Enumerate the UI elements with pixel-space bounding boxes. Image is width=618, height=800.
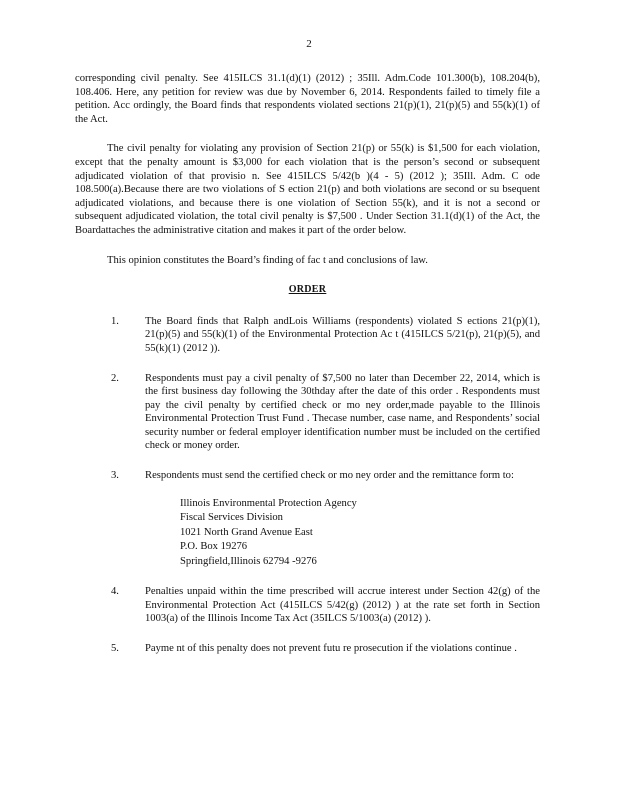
address-line: 1021 North Grand Avenue East [180, 526, 313, 538]
order-item-number: 2. [111, 372, 119, 384]
order-item-text: Respondents must pay a civil penalty of $7,500 no later than December 22, 2014, which is the first business day following the 30thday after the date of this order . Respondents must pay the civil penalty by certified check or mo ney order,made payable to the Illinois Environmental Protection Trust Fund . Thecase number, case name, and Respondents’ social security number or federal employer identification number must be included on the certified check or money order. [145, 372, 540, 452]
order-item-text: Payme nt of this penalty does not prevent futu re prosecution if the violations continue . [145, 642, 517, 654]
paragraph-opinion-statement: This opinion constitutes the Board’s finding of fac t and conclusions of law. [107, 254, 428, 266]
order-item-text: Respondents must send the certified check or mo ney order and the remittance form to: [145, 470, 514, 482]
order-item-3 [75, 469, 540, 569]
paragraph-civil-penalty: The civil penalty for violating any provision of Section 21(p) or 55(k) is $1,500 for each violation, except that the penalty amount is $3,000 for each violation that is the person’s second or subsequent adjudicated violation of that provisio n. See 415ILCS 5/42(b )(4 - 5) (2012 ); 35Ill. Adm. C ode 108.500(a).Because there are two violations of S ection 21(p) and both violations are second or su bsequent adjudicated violations, and because there is one violation of Section 55(k), and it is not a second or subsequent adjudicated violation, the total civil penalty is $7,500 . Under Section 31.1(d)(1) of the Act, the Boardattaches the administrative citation and makes it part of the order below. [75, 143, 540, 236]
order-item-text: The Board finds that Ralph andLois Williams (respondents) violated S ections 21(p)(1), 21(p)(5) and 55(k)(1) of the Environmental Protection Ac t (415ILCS 5/21(p), 21(p)(5), and 55(k)(1) (2012 )). [145, 315, 540, 354]
address-line: Fiscal Services Division [180, 512, 283, 524]
order-item-number: 4. [111, 586, 119, 598]
address-line: Illinois Environmental Protection Agency [180, 497, 357, 509]
order-item-1 [75, 315, 540, 356]
address-line: P.O. Box 19276 [180, 541, 248, 553]
document-body [75, 72, 540, 672]
remittance-address [180, 497, 540, 570]
order-item-number: 3. [111, 470, 119, 482]
page-number: 2 [306, 38, 312, 50]
order-item-2 [75, 372, 540, 454]
address-line: Springfield,Illinois 62794 -9276 [180, 555, 317, 567]
order-item-text: Penalties unpaid within the time prescribed will accrue interest under Section 42(g) of the Environmental Protection Act (415ILCS 5/42(g) (2012) ) at the rate set forth in Section 1003(a) of the Illinois Income Tax Act (35ILCS 5/1003(a) (2012) ). [145, 586, 540, 625]
order-item-number: 5. [111, 642, 119, 654]
order-item-number: 1. [111, 315, 119, 327]
order-list [75, 315, 540, 656]
paragraph-penalty-finding: corresponding civil penalty. See 415ILCS 31.1(d)(1) (2012) ; 35Ill. Adm.Code 101.300(b), 108.204(b), 108.406. Here, any petition for review was due by November 6, 2014. Respondents failed to timely file a petition. Acc ordingly, the Board finds that respondents violated sections 21(p)(1), 21(p)(5) and 55(k)(1) of the Act. [75, 73, 540, 125]
order-item-4 [75, 585, 540, 626]
order-item-5 [75, 642, 540, 656]
order-heading: ORDER [288, 284, 327, 296]
